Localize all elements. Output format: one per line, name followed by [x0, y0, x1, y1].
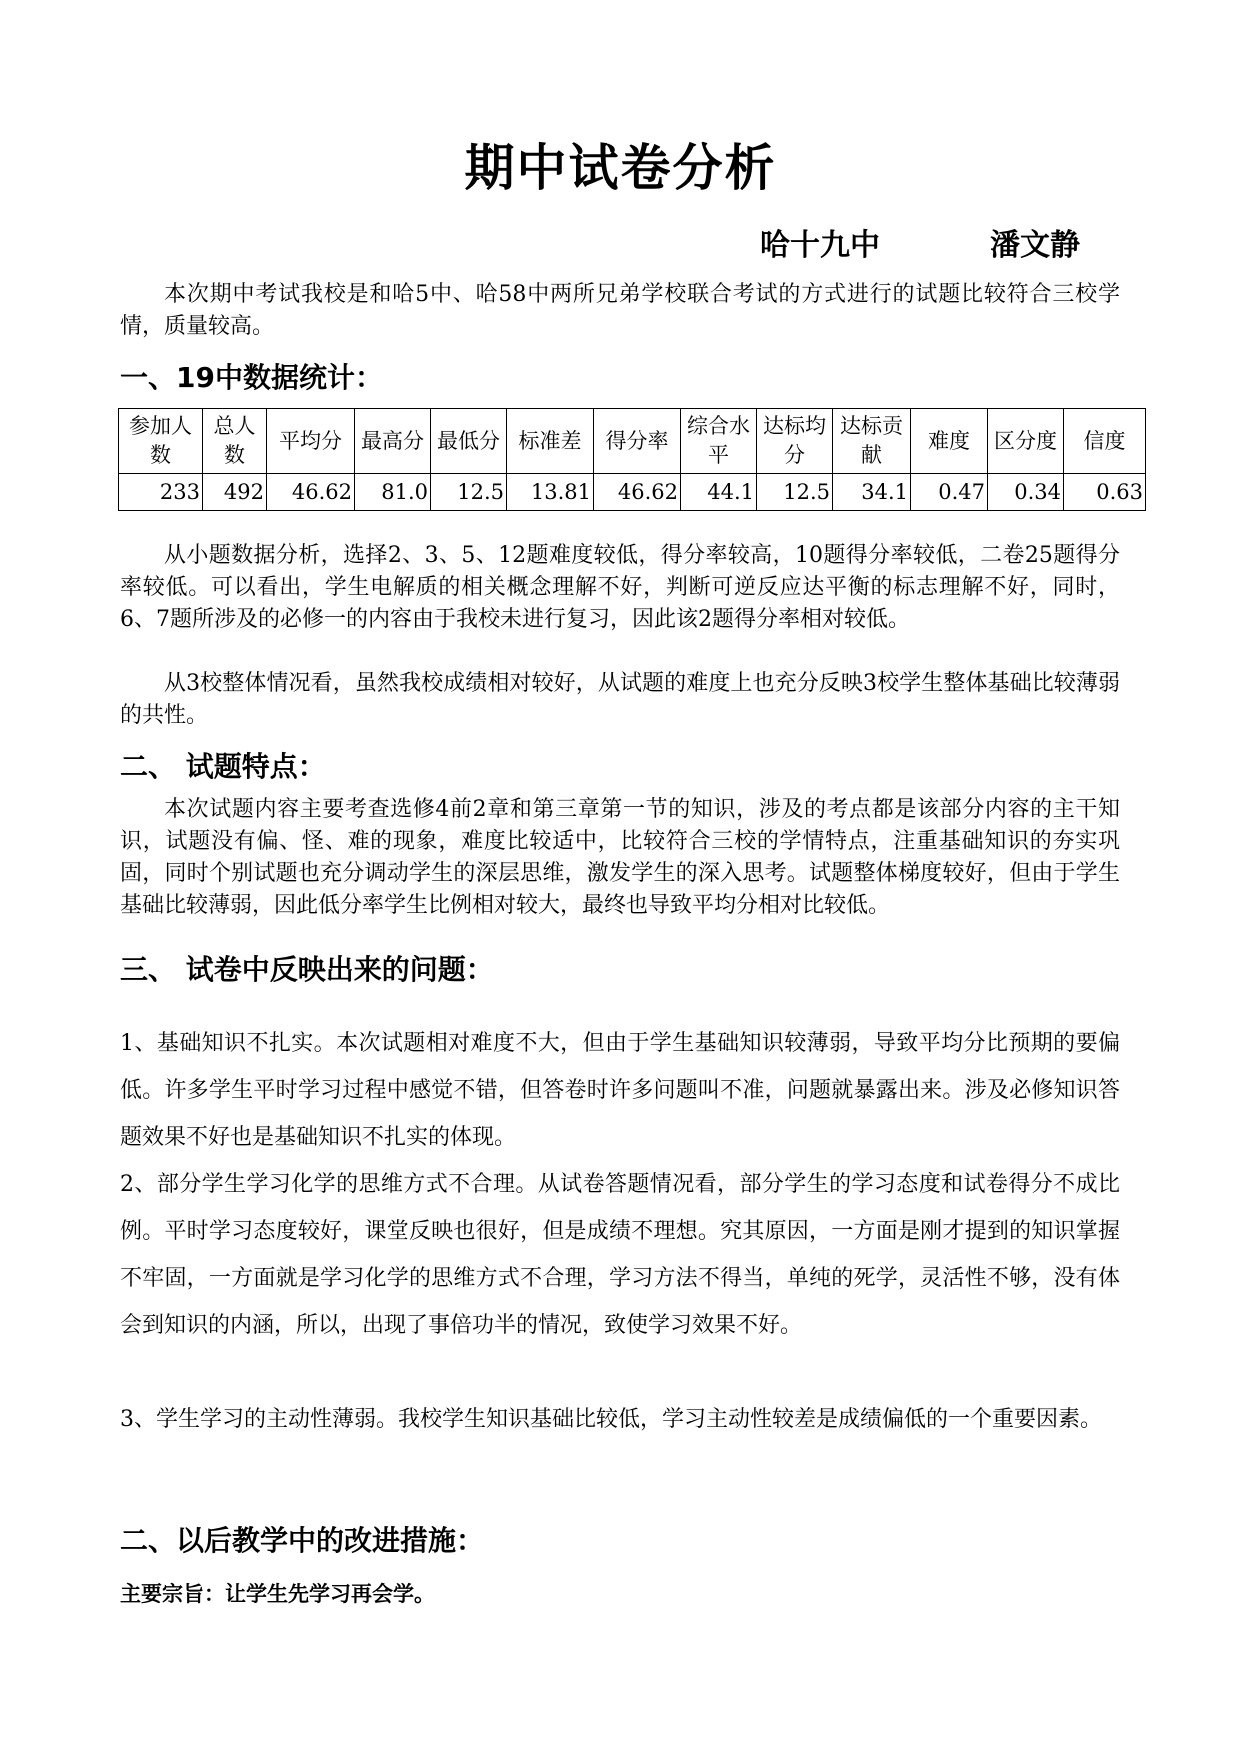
problem-item-1: 1、基础知识不扎实。本次试题相对难度不大，但由于学生基础知识较薄弱，导致平均分比预期的要偏低。许多学生平时学习过程中感觉不错，但答卷时许多问题叫不准，问题就暴露出来。涉及必修知识答题效果不好也是基础知识不扎实的体现。 [120, 1031, 1120, 1150]
table-header-cell: 标准差 [507, 409, 594, 474]
table-cell: 46.62 [594, 474, 681, 511]
section3-heading: 三、 试卷中反映出来的问题： [120, 953, 494, 986]
table-cell: 12.5 [431, 474, 507, 511]
table-header-cell: 综合水平 [681, 409, 757, 474]
section1-paragraph-2: 从3校整体情况看，虽然我校成绩相对较好，从试题的难度上也充分反映3校学生整体基础比较薄弱的共性。 [120, 671, 1120, 728]
intro-paragraph: 本次期中考试我校是和哈5中、哈58中两所兄弟学校联合考试的方式进行的试题比较符合三校学情，质量较高。 [120, 282, 1120, 339]
section4-subheading: 主要宗旨：让学生先学习再会学。 [120, 1582, 435, 1606]
table-row [119, 474, 1146, 511]
table-header-cell: 达标贡献 [833, 409, 911, 474]
problem-item-2: 2、部分学生学习化学的思维方式不合理。从试卷答题情况看，部分学生的学习态度和试卷得分不成比例。平时学习态度较好，课堂反映也很好，但是成绩不理想。究其原因，一方面是刚才提到的知识掌握不牢固，一方面就是学习化学的思维方式不合理，学习方法不得当，单纯的死学，灵活性不够，没有体会到知识的内涵，所以，出现了事倍功半的情况，致使学习效果不好。 [120, 1172, 1120, 1338]
table-cell: 12.5 [757, 474, 833, 511]
table-header-cell: 最低分 [431, 409, 507, 474]
table-cell: 0.63 [1064, 474, 1146, 511]
table-header-row [119, 409, 1146, 474]
author-name: 潘文静 [990, 228, 1080, 263]
table-header-cell: 最高分 [355, 409, 431, 474]
problem-item-3: 3、学生学习的主动性薄弱。我校学生知识基础比较低，学习主动性较差是成绩偏低的一个重要因素。 [120, 1407, 1103, 1432]
table-cell: 46.62 [267, 474, 355, 511]
table-cell: 44.1 [681, 474, 757, 511]
section2-paragraph: 本次试题内容主要考查选修4前2章和第三章第一节的知识，涉及的考点都是该部分内容的主干知识，试题没有偏、怪、难的现象，难度比较适中，比较符合三校的学情特点，注重基础知识的夯实巩固，同时个别试题也充分调动学生的深层思维，激发学生的深入思考。试题整体梯度较好，但由于学生基础比较薄弱，因此低分率学生比例相对较大，最终也导致平均分相对比较低。 [120, 797, 1120, 918]
statistics-table [118, 408, 1146, 511]
table-header-cell: 平均分 [267, 409, 355, 474]
table-header-cell: 区分度 [988, 409, 1064, 474]
table-cell: 81.0 [355, 474, 431, 511]
section4-heading: 二、以后教学中的改进措施： [120, 1524, 485, 1557]
table-cell: 492 [203, 474, 267, 511]
table-cell: 0.34 [988, 474, 1064, 511]
table-header-cell: 总人数 [203, 409, 267, 474]
table-header-cell: 参加人数 [119, 409, 203, 474]
table-header-cell: 达标均分 [757, 409, 833, 474]
section2-heading: 二、 试题特点： [120, 750, 326, 783]
table-cell: 0.47 [911, 474, 988, 511]
table-cell: 13.81 [507, 474, 594, 511]
table-cell: 34.1 [833, 474, 911, 511]
table-header-cell: 得分率 [594, 409, 681, 474]
document-title: 期中试卷分析 [464, 139, 777, 197]
table-cell: 233 [119, 474, 203, 511]
table-header-cell: 信度 [1064, 409, 1146, 474]
school-name: 哈十九中 [760, 228, 880, 263]
section1-heading: 一、19中数据统计： [120, 361, 383, 394]
table-header-cell: 难度 [911, 409, 988, 474]
section1-paragraph-1: 从小题数据分析，选择2、3、5、12题难度较低，得分率较高，10题得分率较低，二卷25题得分率较低。可以看出，学生电解质的相关概念理解不好，判断可逆反应达平衡的标志理解不好，同时，6、7题所涉及的必修一的内容由于我校未进行复习，因此该2题得分率相对较低。 [120, 543, 1120, 632]
